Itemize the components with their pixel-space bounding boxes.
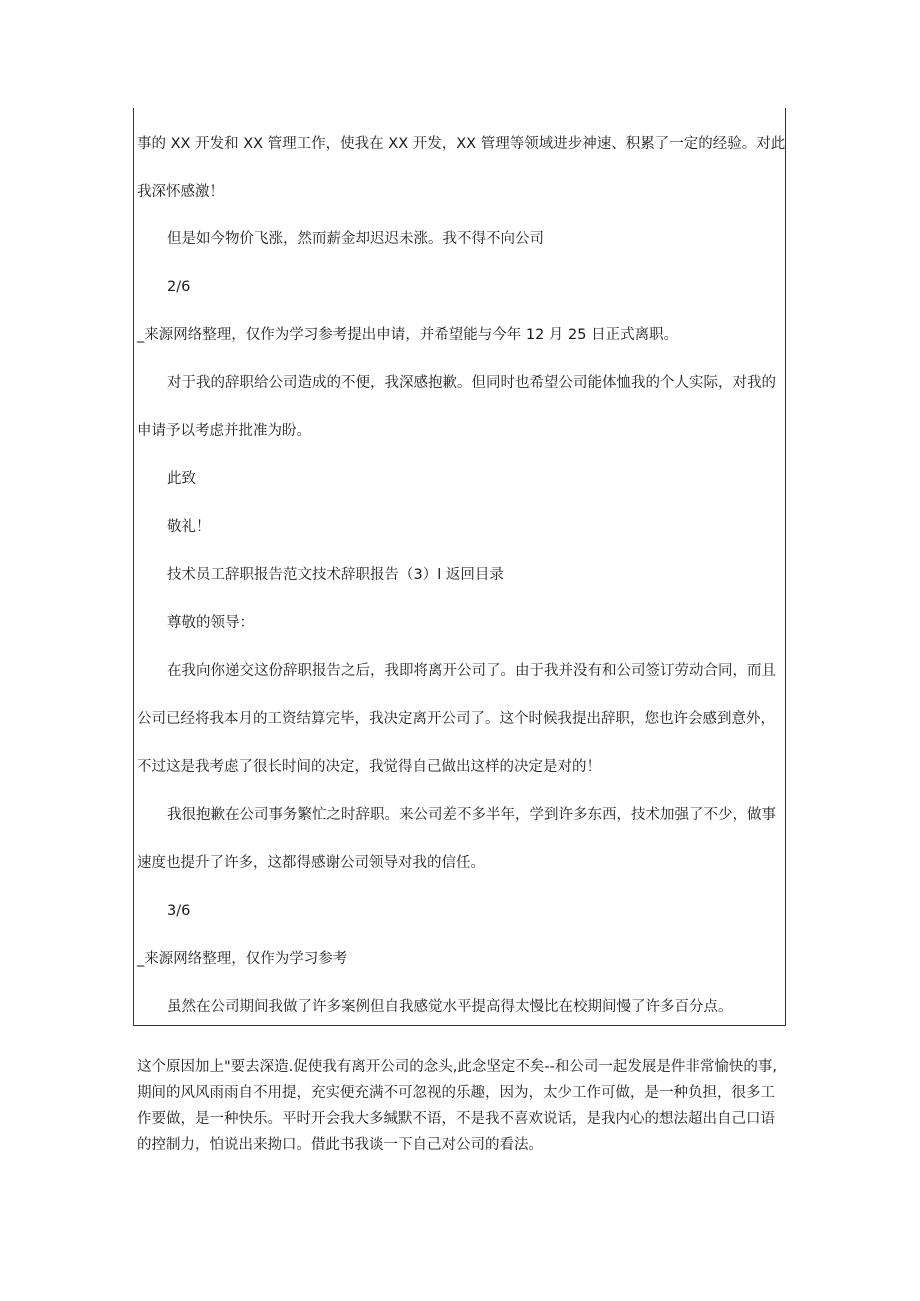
closing-line: 此致 (167, 471, 196, 487)
paragraph-line: 期间的风风雨雨自不用提，充实便充满不可忽视的乐趣，因为，太少工作可做，是一种负担，很多工 (137, 1085, 775, 1101)
paragraph-line: 作要做，是一种快乐。平时开会我大多缄默不语，不是我不喜欢说话，是我内心的想法超出自己口语 (137, 1111, 775, 1127)
paragraph-line: 申请予以考虑并批准为盼。 (137, 423, 311, 439)
paragraph-line: 这个原因加上"要去深造.促使我有离开公司的念头,此念坚定不矣--和公司一起发展是件非常愉快的事, (137, 1059, 777, 1075)
paragraph-line: 但是如今物价飞涨，然而薪金却迟迟未涨。我不得不向公司 (167, 231, 544, 247)
paragraph-line: 对于我的辞职给公司造成的不便，我深感抱歉。但同时也希望公司能体恤我的个人实际，对我的 (167, 375, 776, 391)
source-note: _来源网络整理，仅作为学习参考提出申请，并希望能与今年 12 月 25 日正式离职。 (137, 327, 679, 343)
paragraph-line: 不过这是我考虑了很长时间的决定，我觉得自己做出这样的决定是对的！ (137, 759, 601, 775)
paragraph-line: 我深怀感激！ (137, 184, 224, 200)
paragraph-line: 的控制力，怕说出来拗口。借此书我谈一下自己对公司的看法。 (137, 1137, 543, 1153)
paragraph-line: 在我向你递交这份辞职报告之后，我即将离开公司了。由于我并没有和公司签订劳动合同，而且 (167, 663, 776, 679)
page-number: 3/6 (167, 903, 191, 919)
paragraph-line: 公司已经将我本月的工资结算完毕，我决定离开公司了。这个时候我提出辞职，您也许会感到意外， (137, 711, 775, 727)
paragraph-line: 虽然在公司期间我做了许多案例但自我感觉水平提高得太慢比在校期间慢了许多百分点。 (167, 999, 733, 1015)
paragraph-line: 我很抱歉在公司事务繁忙之时辞职。来公司差不多半年，学到许多东西，技术加强了不少，做事 (167, 807, 776, 823)
paragraph-line: 速度也提升了许多，这都得感谢公司领导对我的信任。 (137, 855, 485, 871)
salutation: 尊敬的领导： (167, 615, 254, 631)
section-heading: 技术员工辞职报告范文技术辞职报告（3）l 返回目录 (167, 567, 504, 583)
page-number: 2/6 (167, 279, 191, 295)
paragraph-line: 事的 XX 开发和 XX 管理工作，使我在 XX 开发，XX 管理等领域进步神速、积累了一定的经验。对此 (137, 136, 786, 152)
source-note: _来源网络整理，仅作为学习参考 (137, 951, 348, 967)
closing-line: 敬礼！ (167, 519, 211, 535)
